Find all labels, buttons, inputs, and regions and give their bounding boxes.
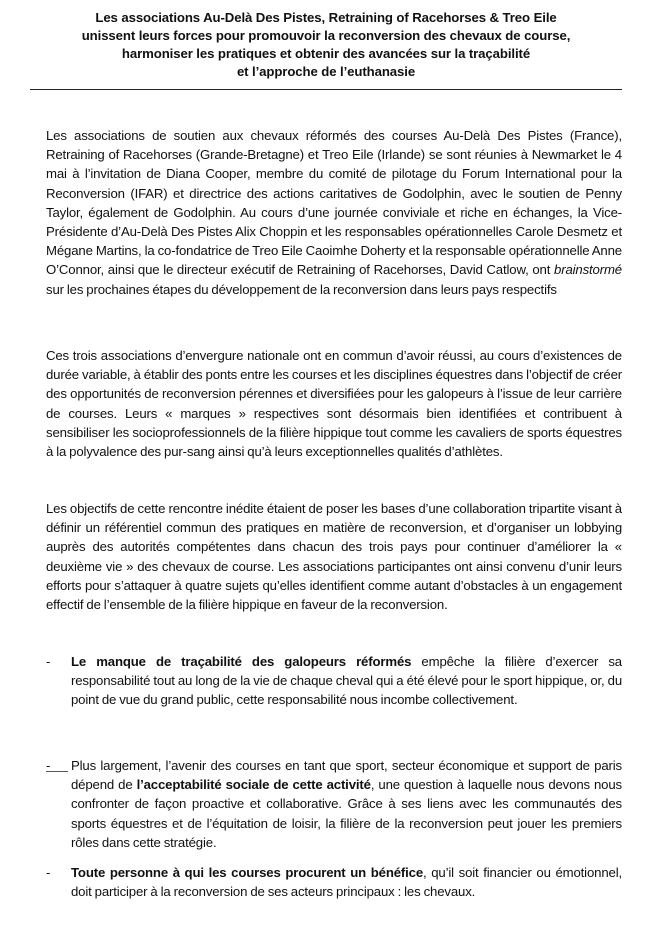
bullet-dash-annotated: - <box>46 756 68 772</box>
bullet-dash: - <box>46 654 51 669</box>
paragraph-1 <box>46 126 622 299</box>
paragraph-1-text-b: sur les prochaines étapes du développement de la reconversion dans leurs pays respectifs <box>46 281 557 297</box>
bullet-dash: - <box>46 865 51 880</box>
title-line-3: harmoniser les pratiques et obtenir des avancées sur la traçabilité <box>121 46 531 61</box>
title-line-1: Les associations Au-Delà Des Pistes, Retraining of Racehorses & Treo Eile <box>95 10 557 25</box>
bullet-3-bold: Toute personne à qui les courses procurent un bénéfice <box>71 865 424 880</box>
title-underline <box>30 89 622 90</box>
bullet-3-text <box>71 863 622 901</box>
bullet-2-bold: l’acceptabilité sociale de cette activité <box>136 777 371 793</box>
bullet-1-text <box>71 652 622 710</box>
bullet-1-bold: Le manque de traçabilité des galopeurs réformés <box>71 654 412 669</box>
paragraph-1-text-a: Les associations de soutien aux chevaux réformés des courses Au-Delà Des Pistes (France), Retraining of Racehorses (Grande-Bretagne) et Treo Eile (Irlande) se sont réunies à Newmarket le 4 mai à l’invitation de Diana Cooper, membre du comité de pilotage du Forum International pour la Reconversion (IFAR) et directrice des actions caritatives de Godolphin, avec le soutien de Penny Taylor, également de Godolphin. Au cours d’une journée conviviale et riche en échanges, la Vice-Présidente d’Au-Delà Des Pistes Alix Choppin et les responsables opérationnelles Carole Desmetz et Mégane Martins, la co-fondatrice de Treo Eile Caoimhe Doherty et la responsable opérationnelle Anne O’Connor, ainsi que le directeur exécutif de Retraining of Racehorses, David Catlow, ont <box>46 128 622 278</box>
paragraph-3: Les objectifs de cette rencontre inédite étaient de poser les bases d’une collaboration tripartite visant à définir un référentiel commun des pratiques en matière de reconversion, et d’organiser un lobbying auprès des autorités compétentes dans chacun des trois pays pour continuer d’améliorer la « deuxième vie » des chevaux de course. Les associations participantes ont ainsi convenu d’unir leurs efforts pour s’attaquer à quatre sujets qu’elles identifient comme autant d’obstacles à un engagement effectif de l’ensemble de la filière hippique en faveur de la reconversion. <box>46 501 622 613</box>
bullet-1-rest: empêche la filière d’exercer sa responsabilité tout au long de la vie de chaque cheval qui a été élevé pour le sport hippique, or, du point de vue du grand public, cette responsabilité nous incombe collectivement. <box>71 654 622 708</box>
bullet-2-text-a: Plus largement, l’avenir des courses en tant que sport, secteur économique et support de paris dépend de <box>71 758 622 793</box>
bullet-2-text <box>71 756 622 852</box>
document-title <box>30 9 622 81</box>
title-line-2: unissent leurs forces pour promouvoir la reconversion des chevaux de course, <box>81 28 571 43</box>
bullet-2-text-b: , une question à laquelle nous devons nous confronter de façon proactive et collaborative. Grâce à ses liens avec les communautés des sports équestres et de l’équitation de loisir, la filière de la reconversion peut jouer les premiers rôles dans cette stratégie. <box>71 777 622 850</box>
paragraph-2: Ces trois associations d’envergure nationale ont en commun d’avoir réussi, au cours d’existences de durée variable, à établir des ponts entre les courses et les disciplines équestres dans l’objectif de créer des opportunités de reconversion pérennes et diversifiées pour les galopeurs à l’issue de leur carrière de courses. Leurs « marques » respectives sont désormais bien identifiées et contribuent à sensibiliser les socioprofessionnels de la filière hippique tout comme les cavaliers de sports équestres à la polyvalence des pur-sang ainsi qu’à leurs exceptionnelles qualités d’athlètes. <box>46 348 622 460</box>
bullet-3-rest: , qu’il soit financier ou émotionnel, doit participer à la reconversion de ses acteurs principaux : les chevaux. <box>71 865 622 900</box>
paragraph-1-italic: brainstormé <box>554 262 622 278</box>
title-line-4: et l’approche de l’euthanasie <box>236 64 416 79</box>
